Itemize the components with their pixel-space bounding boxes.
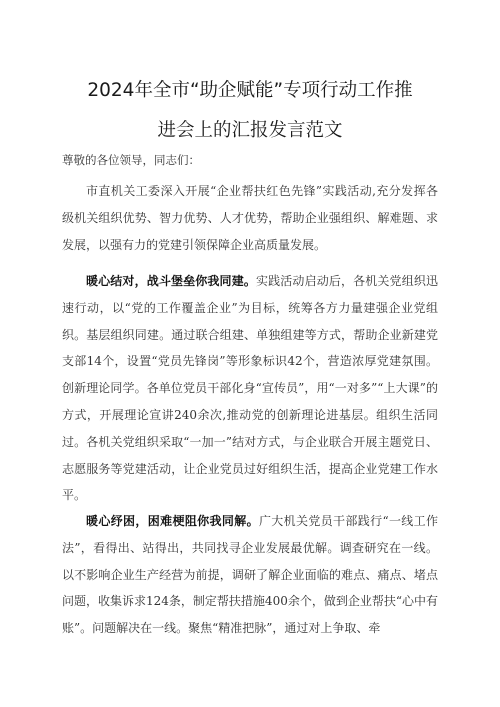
salutation: 尊敬的各位领导，同志们： [62,153,200,167]
paragraph-problem-solving [62,508,438,642]
paragraph-text: 广大机关党员干部践行“一线工作法”，看得出、站得出，共同找寻企业发展最优解。调查研究在一线。以不影响企业生产经营为前提，调研了解企业面临的难点、痛点、堵点问题，收集诉求124条，制定帮扶措施400余个，做到企业帮扶“心中有账”。问题解决在一线。聚焦“精准把脉”，通过对上争取、牵 [62,514,438,636]
document-title-line-2: 进会上的汇报发言范文 [157,120,343,141]
paragraph-party-building [62,268,438,509]
paragraph-text: 市直机关工委深入开展“企业帮扶红色先锋”实践活动,充分发挥各级机关组织优势、智力优势、人才优势，帮助企业强组织、解难题、求发展，以强有力的党建引领保障企业高质量发展。 [62,184,438,252]
document-title-line-1: 2024年全市“助企赋能”专项行动工作推 [87,80,413,101]
paragraph-lead: 暖心结对，战斗堡垒你我同建。 [86,274,256,288]
paragraph-intro [62,178,438,258]
paragraph-text: 实践活动启动后，各机关党组织迅速行动，以“党的工作覆盖企业”为目标，统筹各方力量建强企业党组织。基层组织同建。通过联合组建、单独组建等方式，帮助企业新建党支部14个，设置“党员先锋岗”等形象标识42个，营造浓厚党建氛围。创新理论同学。各单位党员干部化身“宣传员”，用“一对多”“上大课”的方式，开展理论宣讲240余次,推动党的创新理论进基层。组织生活同过。各机关党组织采取“一加一”结对方式，与企业联合开展主题党日、志愿服务等党建活动，让企业党员过好组织生活，提高企业党建工作水平。 [62,274,438,503]
paragraph-lead: 暖心纾困，困难梗阻你我同解。 [86,514,259,528]
